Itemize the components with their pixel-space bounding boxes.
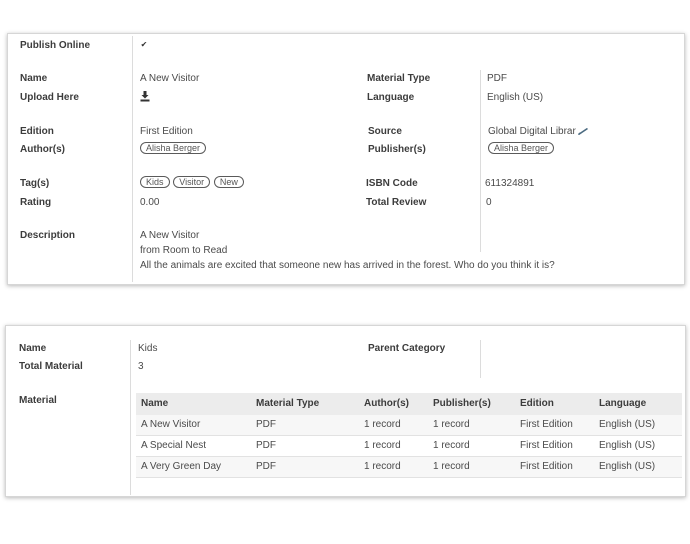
cell-edition: First Edition <box>520 461 573 472</box>
cell-authors: 1 record <box>364 440 401 451</box>
cell-material-type: PDF <box>256 461 276 472</box>
isbn-field[interactable]: 611324891 <box>485 178 535 189</box>
cell-publishers: 1 record <box>433 461 470 472</box>
cell-language: English (US) <box>599 461 656 472</box>
edit-icon[interactable] <box>578 128 588 135</box>
cell-edition: First Edition <box>520 440 573 451</box>
column-divider <box>130 340 131 495</box>
cell-language: English (US) <box>599 440 656 451</box>
tags-label: Tag(s) <box>20 178 50 189</box>
publishers-label: Publisher(s) <box>368 144 426 155</box>
column-header-material-type[interactable]: Material Type <box>256 398 320 409</box>
category-name-label: Name <box>19 343 47 354</box>
rating-field[interactable]: 0.00 <box>140 197 160 208</box>
cell-name: A New Visitor <box>141 419 201 430</box>
cell-authors: 1 record <box>364 419 401 430</box>
description-label: Description <box>20 230 76 241</box>
material-label: Material <box>19 395 57 406</box>
cell-name: A Very Green Day <box>141 461 222 472</box>
parent-category-label: Parent Category <box>368 343 446 354</box>
category-name-field[interactable]: Kids <box>138 343 158 354</box>
publishers-tags <box>488 142 555 155</box>
cell-authors: 1 record <box>364 461 401 472</box>
column-header-name[interactable]: Name <box>141 398 169 409</box>
column-header-authors[interactable]: Author(s) <box>364 398 409 409</box>
name-label: Name <box>20 73 48 84</box>
description-line: from Room to Read <box>140 245 228 256</box>
description-line: All the animals are excited that someone new has arrived in the forest. Who do you think it is? <box>140 260 555 271</box>
column-header-language[interactable]: Language <box>599 398 647 409</box>
tag-chip[interactable]: Kids <box>140 176 170 188</box>
tags-list <box>140 176 245 189</box>
publisher-tag[interactable]: Alisha Berger <box>488 142 554 154</box>
cell-edition: First Edition <box>520 419 573 430</box>
table-row[interactable] <box>136 415 682 436</box>
tag-chip[interactable]: New <box>214 176 244 188</box>
total-review-field[interactable]: 0 <box>486 197 492 208</box>
publish-online-label: Publish Online <box>20 40 91 51</box>
cell-language: English (US) <box>599 419 656 430</box>
category-form-card <box>5 325 686 497</box>
source-field[interactable]: Global Digital Librar <box>488 126 576 137</box>
edition-field[interactable]: First Edition <box>140 126 193 137</box>
download-icon[interactable] <box>140 91 150 102</box>
authors-tags <box>140 142 207 155</box>
material-type-label: Material Type <box>367 73 431 84</box>
upload-label: Upload Here <box>20 92 79 103</box>
language-field[interactable]: English (US) <box>487 92 544 103</box>
material-form-card <box>7 33 685 285</box>
publish-online-checkbox[interactable]: ✔ <box>140 40 148 49</box>
cell-publishers: 1 record <box>433 440 470 451</box>
column-header-edition[interactable]: Edition <box>520 398 554 409</box>
source-label: Source <box>368 126 402 137</box>
cell-material-type: PDF <box>256 419 276 430</box>
cell-name: A Special Nest <box>141 440 207 451</box>
isbn-label: ISBN Code <box>366 178 418 189</box>
table-row[interactable] <box>136 457 682 478</box>
description-line: A New Visitor <box>140 230 200 241</box>
column-divider <box>480 70 481 252</box>
material-type-field[interactable]: PDF <box>487 73 507 84</box>
edition-label: Edition <box>20 126 54 137</box>
column-divider <box>132 36 133 282</box>
authors-label: Author(s) <box>20 144 65 155</box>
cell-material-type: PDF <box>256 440 276 451</box>
cell-publishers: 1 record <box>433 419 470 430</box>
column-header-publishers[interactable]: Publisher(s) <box>433 398 491 409</box>
author-tag[interactable]: Alisha Berger <box>140 142 206 154</box>
column-divider <box>480 340 481 378</box>
language-label: Language <box>367 92 415 103</box>
rating-label: Rating <box>20 197 52 208</box>
name-field[interactable]: A New Visitor <box>140 73 200 84</box>
table-header <box>136 393 682 415</box>
total-material-label: Total Material <box>19 361 83 372</box>
total-review-label: Total Review <box>366 197 427 208</box>
table-row[interactable] <box>136 436 682 457</box>
total-material-field[interactable]: 3 <box>138 361 144 372</box>
tag-chip[interactable]: Visitor <box>173 176 210 188</box>
material-table <box>136 393 682 478</box>
